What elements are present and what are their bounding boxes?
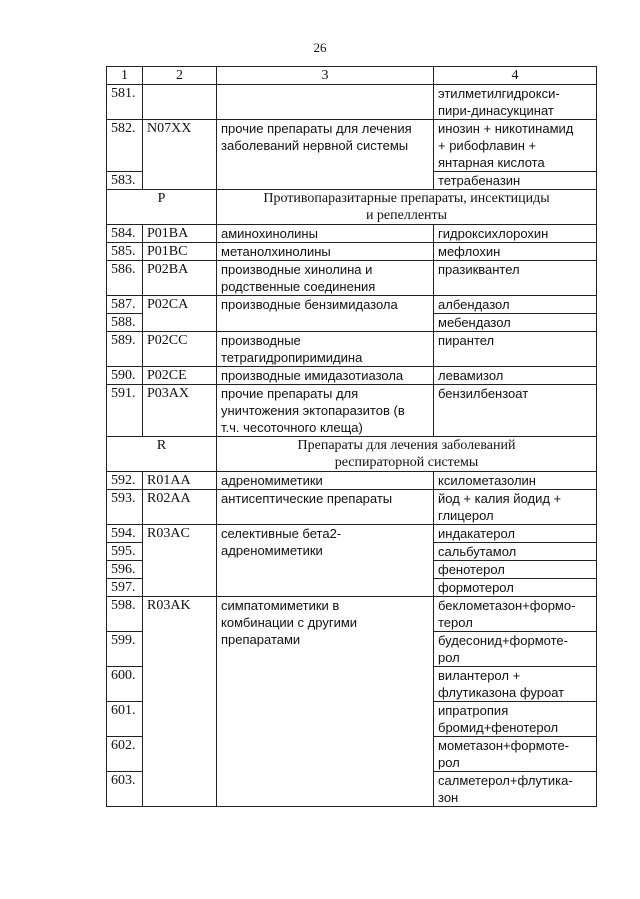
atc-code: N07XX: [143, 120, 217, 190]
drug-name: ксилометазолин: [434, 472, 597, 490]
table-row: [107, 225, 597, 243]
drug-name: этилметилгидрокси- пири-динасукцинат: [434, 85, 597, 120]
group-name: производные бензимидазола: [217, 296, 434, 332]
row-number: 599.: [107, 632, 143, 667]
section-code: P: [107, 190, 217, 225]
drug-name: будесонид+формоте- рол: [434, 632, 597, 667]
table-header-row: [107, 67, 597, 85]
table-row: [107, 296, 597, 314]
drug-name: формотерол: [434, 579, 597, 597]
row-number: 591.: [107, 385, 143, 437]
atc-code: P03AX: [143, 385, 217, 437]
row-number: 603.: [107, 772, 143, 807]
table-row: [107, 490, 597, 525]
column-header-1: 1: [107, 67, 143, 85]
drug-name: сальбутамол: [434, 543, 597, 561]
row-number: 587.: [107, 296, 143, 314]
drug-list-table: [106, 66, 597, 807]
table-row: [107, 472, 597, 490]
atc-code: P02CC: [143, 332, 217, 367]
table-row: [107, 385, 597, 437]
table-row: [107, 597, 597, 632]
group-name: селективные бета2- адреномиметики: [217, 525, 434, 597]
atc-code: P02BA: [143, 261, 217, 296]
drug-name: празиквантел: [434, 261, 597, 296]
atc-code: R03AK: [143, 597, 217, 807]
table-row: [107, 243, 597, 261]
drug-name: ипратропия бромид+фенотерол: [434, 702, 597, 737]
section-row: [107, 437, 597, 472]
column-header-2: 2: [143, 67, 217, 85]
group-name: аминохинолины: [217, 225, 434, 243]
table-row: [107, 525, 597, 543]
table-row: [107, 120, 597, 172]
atc-code: R03AC: [143, 525, 217, 597]
row-number: 590.: [107, 367, 143, 385]
table-row: [107, 261, 597, 296]
drug-name: тетрабеназин: [434, 172, 597, 190]
row-number: 583.: [107, 172, 143, 190]
drug-name: вилантерол + флутиказона фуроат: [434, 667, 597, 702]
group-name: адреномиметики: [217, 472, 434, 490]
drug-name: левамизол: [434, 367, 597, 385]
drug-name: йод + калия йодид + глицерол: [434, 490, 597, 525]
section-row: [107, 190, 597, 225]
table-row: [107, 332, 597, 367]
atc-code: P01BC: [143, 243, 217, 261]
row-number: 593.: [107, 490, 143, 525]
group-name: производные имидазотиазола: [217, 367, 434, 385]
atc-code: P02CA: [143, 296, 217, 332]
group-name: производные тетрагидропиримидина: [217, 332, 434, 367]
atc-code: P01BA: [143, 225, 217, 243]
row-number: 597.: [107, 579, 143, 597]
drug-name: бензилбензоат: [434, 385, 597, 437]
atc-code: [143, 85, 217, 120]
row-number: 588.: [107, 314, 143, 332]
row-number: 595.: [107, 543, 143, 561]
drug-name: инозин + никотинамид + рибофлавин + янтарная кислота: [434, 120, 597, 172]
drug-name: мефлохин: [434, 243, 597, 261]
row-number: 596.: [107, 561, 143, 579]
row-number: 585.: [107, 243, 143, 261]
row-number: 586.: [107, 261, 143, 296]
atc-code: P02CE: [143, 367, 217, 385]
row-number: 594.: [107, 525, 143, 543]
row-number: 584.: [107, 225, 143, 243]
atc-code: R01AA: [143, 472, 217, 490]
column-header-3: 3: [217, 67, 434, 85]
row-number: 581.: [107, 85, 143, 120]
drug-name: беклометазон+формо- терол: [434, 597, 597, 632]
row-number: 601.: [107, 702, 143, 737]
group-name: прочие препараты для лечения заболеваний нервной системы: [217, 120, 434, 190]
section-title: Препараты для лечения заболеваний респираторной системы: [217, 437, 597, 472]
section-title: Противопаразитарные препараты, инсектициды и репелленты: [217, 190, 597, 225]
row-number: 602.: [107, 737, 143, 772]
group-name: метанолхинолины: [217, 243, 434, 261]
group-name: симпатомиметики в комбинации с другими препаратами: [217, 597, 434, 807]
drug-name: мебендазол: [434, 314, 597, 332]
group-name: прочие препараты для уничтожения эктопаразитов (в т.ч. чесоточного клеща): [217, 385, 434, 437]
row-number: 592.: [107, 472, 143, 490]
drug-name: гидроксихлорохин: [434, 225, 597, 243]
group-name: производные хинолина и родственные соединения: [217, 261, 434, 296]
row-number: 600.: [107, 667, 143, 702]
drug-name: индакатерол: [434, 525, 597, 543]
drug-name: пирантел: [434, 332, 597, 367]
column-header-4: 4: [434, 67, 597, 85]
page-number: 26: [313, 40, 327, 55]
drug-name: мометазон+формоте- рол: [434, 737, 597, 772]
row-number: 582.: [107, 120, 143, 172]
table-row: [107, 85, 597, 120]
section-code: R: [107, 437, 217, 472]
atc-code: R02AA: [143, 490, 217, 525]
group-name: антисептические препараты: [217, 490, 434, 525]
row-number: 589.: [107, 332, 143, 367]
drug-name: фенотерол: [434, 561, 597, 579]
drug-name: салметерол+флутика- зон: [434, 772, 597, 807]
drug-name: албендазол: [434, 296, 597, 314]
table-row: [107, 367, 597, 385]
group-name: [217, 85, 434, 120]
row-number: 598.: [107, 597, 143, 632]
